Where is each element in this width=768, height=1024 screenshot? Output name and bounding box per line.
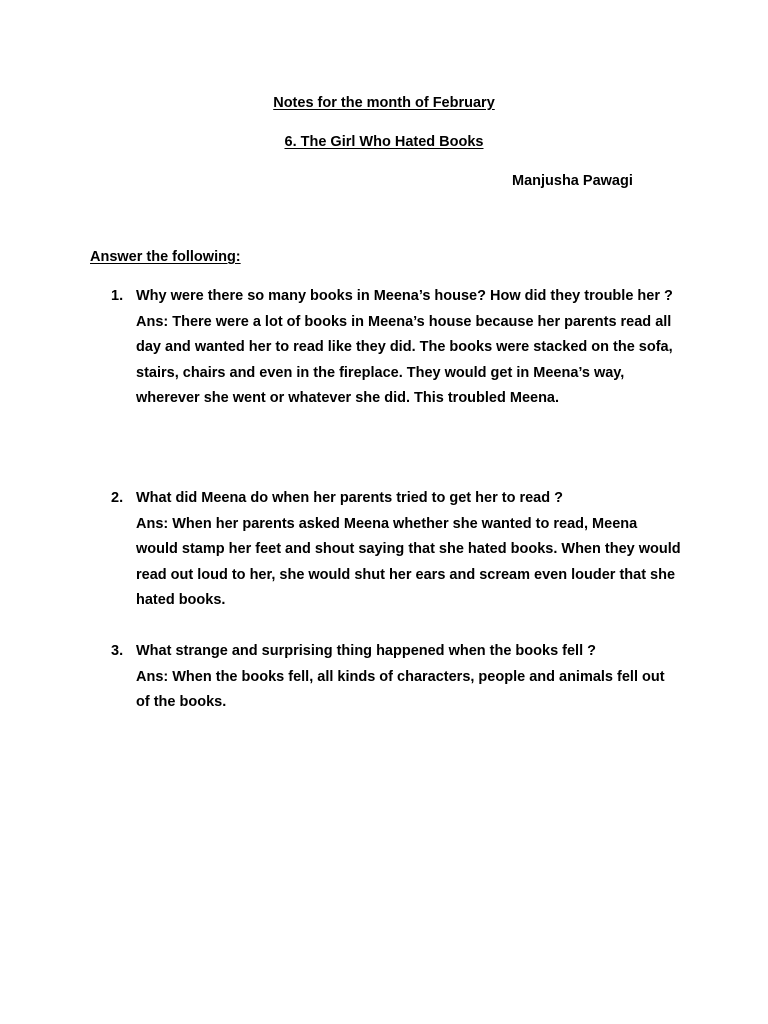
document-title: Notes for the month of February <box>273 95 495 111</box>
author-name: Manjusha Pawagi <box>512 173 633 189</box>
question-text: What strange and surprising thing happened when the books fell ? <box>136 643 596 659</box>
question-number: 1. <box>111 288 124 304</box>
chapter-title: 6. The Girl Who Hated Books <box>284 134 484 150</box>
question-number: 2. <box>111 490 124 506</box>
question-number: 3. <box>111 643 124 659</box>
question-text: What did Meena do when her parents tried to get her to read ? <box>136 490 563 506</box>
instruction-heading: Answer the following: <box>90 249 241 265</box>
question-item-3 <box>111 639 681 716</box>
question-item-2 <box>111 486 681 614</box>
question-text: Why were there so many books in Meena’s house? How did they trouble her ? <box>136 288 673 304</box>
question-item-1 <box>111 284 681 412</box>
answer-text: Ans: There were a lot of books in Meena’s house because her parents read all day and wanted her to read like they did. The books were stacked on the sofa, stairs, chairs and even in the fireplace. They would get in Meena’s way, wherever she went or whatever she did. This troubled Meena. <box>136 313 673 407</box>
answer-text: Ans: When her parents asked Meena whether she wanted to read, Meena would stamp her feet and shout saying that she hated books. When they would read out loud to her, she would shut her ears and scream even louder that she hated books. <box>136 515 681 609</box>
answer-text: Ans: When the books fell, all kinds of characters, people and animals fell out of the books. <box>136 668 665 711</box>
